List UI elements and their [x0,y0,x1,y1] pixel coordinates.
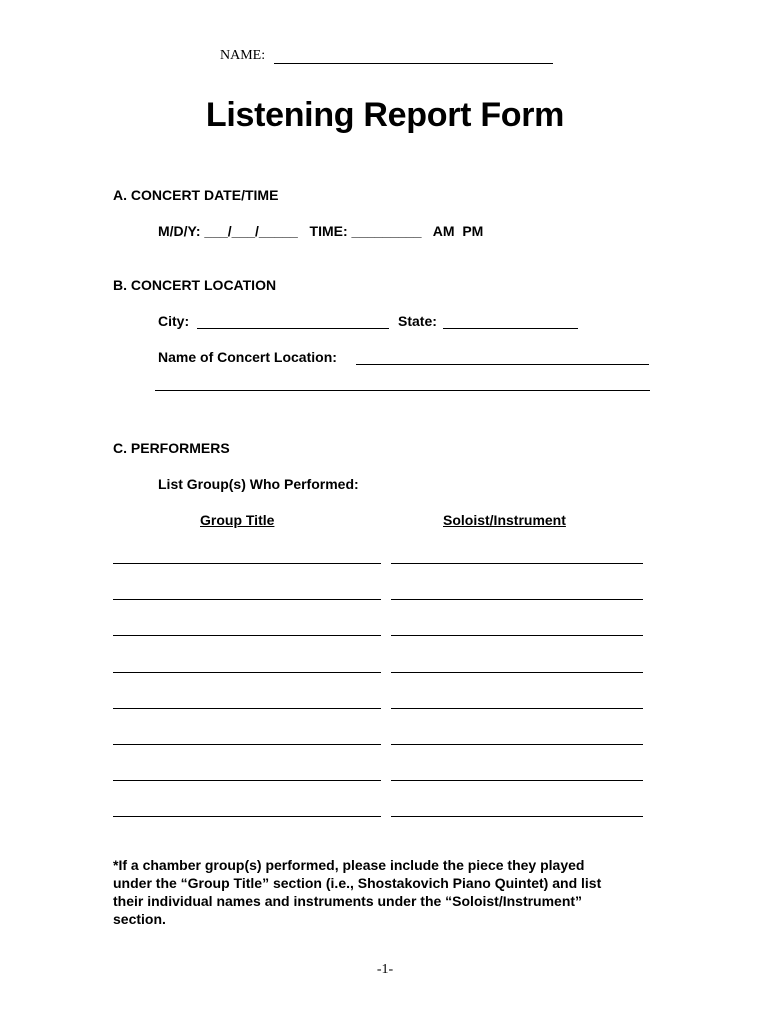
group-title-field[interactable] [113,816,381,817]
state-field[interactable] [443,328,578,329]
time-field[interactable]: _________ [351,223,422,239]
soloist-instrument-field[interactable] [391,744,643,745]
city-field[interactable] [197,328,389,329]
footnote-line: *If a chamber group(s) performed, please include the piece they played [113,857,585,873]
pm-option[interactable]: PM [462,223,484,239]
name-field[interactable] [274,63,553,64]
date-day-field[interactable]: ___ [231,223,256,239]
footnote-line: their individual names and instruments under the “Soloist/Instrument” [113,893,583,909]
page-number: -1- [376,962,394,977]
date-year-field[interactable]: _____ [258,223,298,239]
group-title-field[interactable] [113,599,381,600]
group-title-field[interactable] [113,563,381,564]
footnote-line: section. [113,911,166,927]
soloist-instrument-field[interactable] [391,635,643,636]
soloist-instrument-header: Soloist/Instrument [443,512,566,528]
section-b-heading: B. CONCERT LOCATION [113,277,277,293]
group-title-header: Group Title [200,512,275,528]
performers-list-label: List Group(s) Who Performed: [158,476,359,492]
group-title-field[interactable] [113,708,381,709]
date-separator: / [227,223,232,239]
soloist-instrument-field[interactable] [391,816,643,817]
date-label: M/D/Y: [158,223,201,239]
state-label: State: [398,313,437,329]
time-label: TIME: [309,223,348,239]
date-month-field[interactable]: ___ [204,223,228,239]
section-a-heading: A. CONCERT DATE/TIME [113,187,279,203]
date-time-row [158,223,483,239]
date-separator: / [255,223,259,239]
soloist-instrument-field[interactable] [391,672,643,673]
soloist-instrument-field[interactable] [391,708,643,709]
city-label: City: [158,313,190,329]
page-title: Listening Report Form [205,96,565,134]
section-c-heading: C. PERFORMERS [113,440,230,456]
am-option[interactable]: AM [432,223,455,239]
group-title-field[interactable] [113,635,381,636]
group-title-field[interactable] [113,780,381,781]
soloist-instrument-field[interactable] [391,599,643,600]
location-field[interactable] [356,364,649,365]
location-label: Name of Concert Location: [158,349,337,365]
footnote-line: under the “Group Title” section (i.e., Shostakovich Piano Quintet) and list [113,875,602,891]
location-field-continued[interactable] [155,390,650,391]
group-title-field[interactable] [113,672,381,673]
soloist-instrument-field[interactable] [391,563,643,564]
chamber-group-footnote [113,856,653,928]
name-label: NAME: [220,48,266,63]
soloist-instrument-field[interactable] [391,780,643,781]
group-title-field[interactable] [113,744,381,745]
